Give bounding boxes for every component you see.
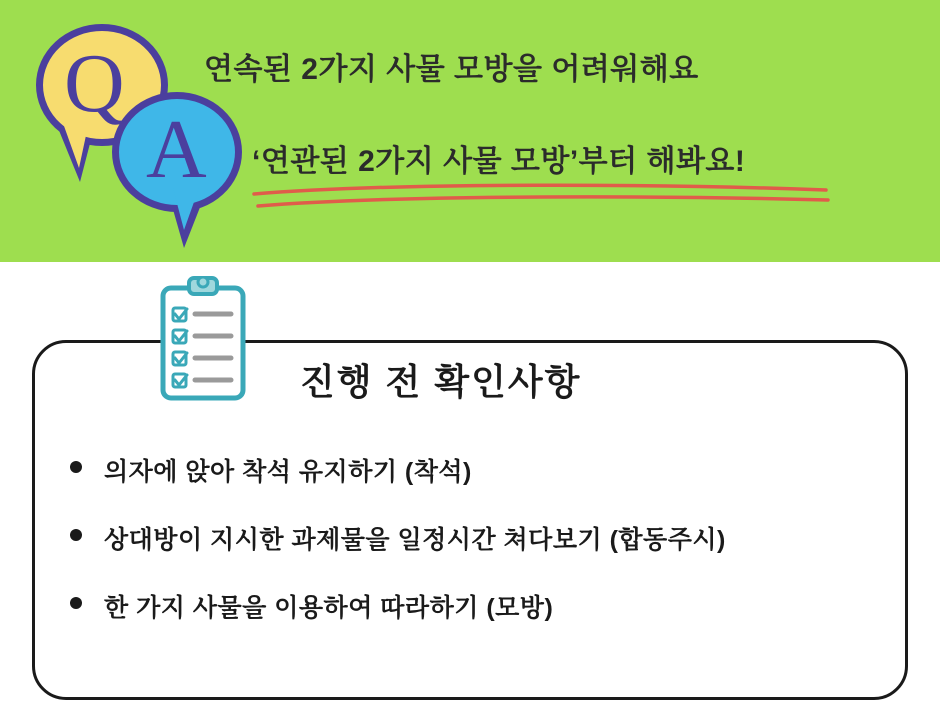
list-item bbox=[62, 452, 882, 488]
bullet-icon bbox=[70, 461, 82, 473]
red-underline-icon bbox=[248, 178, 838, 214]
checklist bbox=[62, 452, 882, 656]
list-item-label: 상대방이 지시한 과제물을 일정시간 쳐다보기 (합동주시) bbox=[104, 526, 726, 554]
top-banner bbox=[0, 0, 940, 262]
bullet-icon bbox=[70, 529, 82, 541]
bullet-icon bbox=[70, 597, 82, 609]
answer-letter: A bbox=[146, 103, 207, 196]
list-item-label: 의자에 앉아 착석 유지하기 (착석) bbox=[104, 458, 472, 486]
card-title: 진행 전 확인사항 bbox=[300, 361, 582, 402]
clipboard-checklist-icon bbox=[155, 276, 251, 404]
list-item bbox=[62, 588, 882, 624]
list-item-label: 한 가지 사물을 이용하여 따라하기 (모방) bbox=[104, 594, 554, 622]
banner-question-text: 연속된 2가지 사물 모방을 어려워해요 bbox=[204, 53, 699, 86]
list-item bbox=[62, 520, 882, 556]
question-letter: Q bbox=[64, 37, 125, 130]
question-bubble-tail-fill bbox=[64, 126, 88, 168]
banner-answer-text: ‘연관된 2가지 사물 모방’부터 해봐요! bbox=[252, 145, 746, 178]
